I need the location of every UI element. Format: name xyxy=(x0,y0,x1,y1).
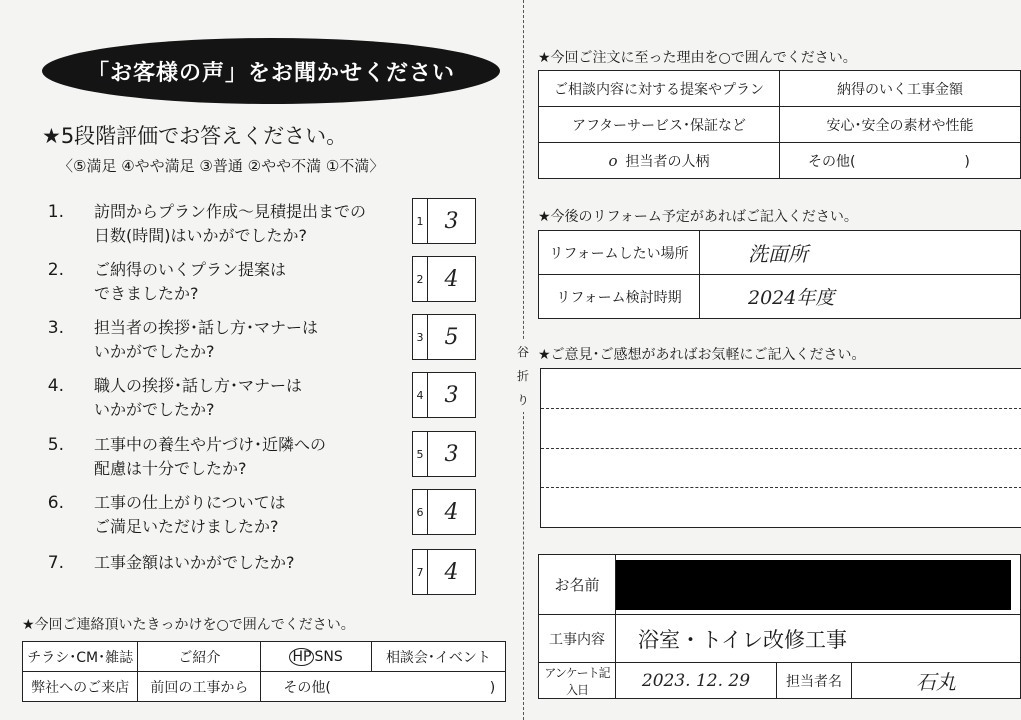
question-text xyxy=(94,316,424,364)
name-field[interactable] xyxy=(616,555,1021,615)
question-line: ご満足いただけましたか? xyxy=(94,517,279,536)
contact-event[interactable]: 相談会･イベント xyxy=(371,642,505,672)
question-line: 職人の挨拶･話し方･マナーは xyxy=(94,376,303,395)
contact-previous-work[interactable]: 前回の工事から xyxy=(138,672,261,702)
score-value: 4 xyxy=(444,266,459,292)
question-number: 5. xyxy=(47,435,64,455)
reason-heading: ★今回ご注文に至った理由を○で囲んでください。 xyxy=(538,50,857,66)
question-line: いかがでしたか? xyxy=(94,342,215,361)
question-line: 担当者の挨拶･話し方･マナーは xyxy=(94,318,319,337)
reason-after-service[interactable]: アフターサービス･保証など xyxy=(539,107,780,143)
question-number: 4. xyxy=(47,376,64,396)
score-index: 3 xyxy=(413,315,428,359)
future-table xyxy=(538,230,1021,319)
reason-price[interactable]: 納得のいく工事金額 xyxy=(780,71,1021,107)
question-line: 配慮は十分でしたか? xyxy=(94,459,247,478)
reason-other[interactable] xyxy=(780,143,1021,179)
score-index: 1 xyxy=(413,199,428,243)
redacted-name xyxy=(616,560,1011,610)
score-value: 3 xyxy=(444,208,459,234)
reason-proposal-label: ご相談内容に対する提案やプラン xyxy=(554,81,764,98)
contact-sns-label: SNS xyxy=(314,648,343,665)
score-box[interactable] xyxy=(412,314,476,360)
question-text xyxy=(94,491,424,539)
opinion-line xyxy=(541,487,1021,488)
contact-other-close: ) xyxy=(489,679,496,696)
question-line: 工事中の養生や片づけ･近隣への xyxy=(94,435,327,454)
future-time-value[interactable]: 2024年度 xyxy=(700,275,1021,319)
staff-value[interactable]: 石丸 xyxy=(852,663,1021,699)
hp-circled: HP xyxy=(289,648,314,666)
score-box[interactable] xyxy=(412,256,476,302)
question-line: 工事の仕上がりについては xyxy=(94,493,286,512)
date-label: アンケート記入日 xyxy=(539,663,616,699)
question-line: いかがでしたか? xyxy=(94,400,215,419)
opinion-line xyxy=(541,408,1021,409)
title-banner xyxy=(42,38,500,104)
reason-staff-label: 担当者の人柄 xyxy=(625,153,710,170)
score-value: 3 xyxy=(444,382,459,408)
future-place-label: リフォームしたい場所 xyxy=(539,231,700,275)
future-heading: ★今後のリフォーム予定があればご記入ください。 xyxy=(538,209,858,225)
question-number: 6. xyxy=(47,493,64,513)
contact-referral[interactable]: ご紹介 xyxy=(138,642,261,672)
page-title: 「お客様の声」をお聞かせください xyxy=(86,60,455,86)
opinion-line xyxy=(541,448,1021,449)
question-line: ご納得のいくプラン提案は xyxy=(94,260,287,279)
question-number: 3. xyxy=(47,318,64,338)
opinion-heading: ★ご意見･ご感想があればお気軽にご記入ください。 xyxy=(538,347,866,363)
fold-label xyxy=(516,340,530,412)
reason-other-label: その他( xyxy=(808,153,856,170)
contact-heading: ★今回ご連絡頂いたきっかけを○で囲んでください。 xyxy=(22,617,355,633)
contact-other[interactable] xyxy=(261,672,506,702)
question-number: 7. xyxy=(47,553,64,573)
rating-scale: 〈⑤満足 ④やや満足 ③普通 ②やや不満 ①不満〉 xyxy=(58,157,385,175)
score-index: 4 xyxy=(413,373,428,417)
reason-staff[interactable] xyxy=(539,143,780,179)
score-index: 2 xyxy=(413,257,428,301)
question-number: 2. xyxy=(47,260,64,280)
score-box[interactable] xyxy=(412,372,476,418)
score-value: 5 xyxy=(444,324,459,350)
contact-table xyxy=(22,641,506,702)
question-text xyxy=(94,374,424,422)
reason-materials[interactable]: 安心･安全の素材や性能 xyxy=(780,107,1021,143)
info-table xyxy=(538,554,1021,699)
future-place-value[interactable]: 洗面所 xyxy=(700,231,1021,275)
future-time-label: リフォーム検討時期 xyxy=(539,275,700,319)
reason-proposal[interactable] xyxy=(539,71,780,107)
contact-visit[interactable]: 弊社へのご来店 xyxy=(23,672,138,702)
reason-table xyxy=(538,70,1021,179)
score-index: 6 xyxy=(413,490,428,534)
question-line: できましたか? xyxy=(94,284,199,303)
contact-flyer[interactable]: チラシ･CM･雑誌 xyxy=(23,642,138,672)
score-box[interactable] xyxy=(412,198,476,244)
question-text xyxy=(94,258,424,306)
work-label: 工事内容 xyxy=(539,615,616,663)
fold-char: 谷 xyxy=(516,345,529,359)
question-text xyxy=(94,200,424,248)
question-text xyxy=(94,433,424,481)
work-value[interactable]: 浴室・トイレ改修工事 xyxy=(616,615,1021,663)
name-label: お名前 xyxy=(539,555,616,615)
score-value: 4 xyxy=(444,499,459,525)
reason-other-close: ) xyxy=(964,153,970,170)
score-box[interactable] xyxy=(412,431,476,477)
score-value: 4 xyxy=(444,559,459,585)
staff-label: 担当者名 xyxy=(777,663,852,699)
score-index: 5 xyxy=(413,432,428,476)
date-value[interactable]: 2023. 12. 29 xyxy=(616,663,777,699)
score-value: 3 xyxy=(444,441,459,467)
fold-char: 折 xyxy=(516,369,529,383)
opinion-area[interactable] xyxy=(540,368,1021,528)
score-box[interactable] xyxy=(412,489,476,535)
contact-other-label: その他( xyxy=(283,679,331,696)
question-line: 訪問からプラン作成～見積提出までの xyxy=(94,202,367,221)
question-number: 1. xyxy=(47,202,64,222)
contact-hp-sns[interactable] xyxy=(261,642,372,672)
score-box[interactable] xyxy=(412,549,476,595)
fold-char: り xyxy=(516,393,529,407)
score-index: 7 xyxy=(413,550,428,594)
question-line: 日数(時間)はいかがでしたか? xyxy=(94,226,307,245)
rating-heading: ★5段階評価でお答えください。 xyxy=(42,124,348,148)
question-text xyxy=(94,551,424,575)
handwritten-mark: o xyxy=(608,151,618,170)
question-line: 工事金額はいかがでしたか? xyxy=(94,553,295,572)
